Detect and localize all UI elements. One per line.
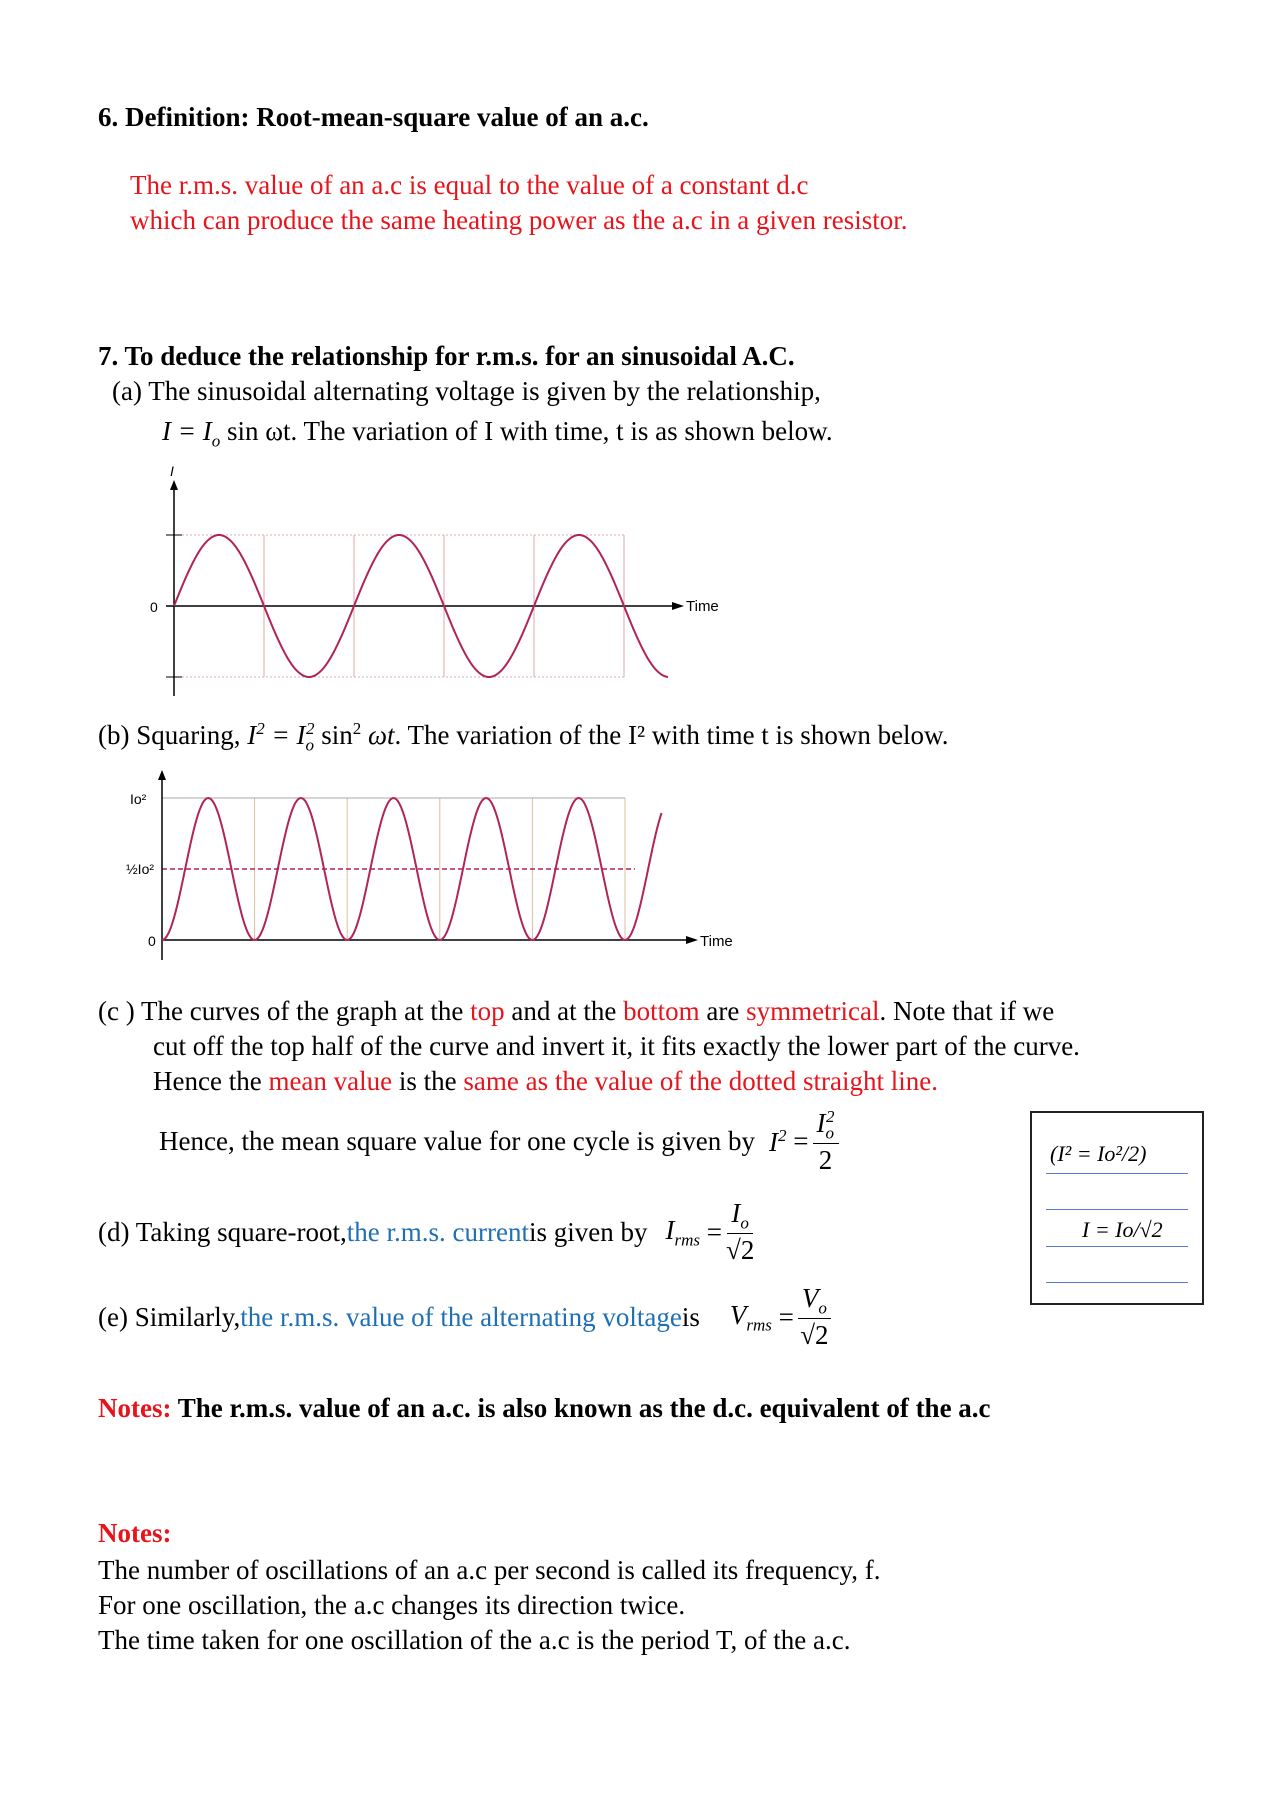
x-axis-arrow (686, 936, 698, 944)
formula: sin ωt (226, 416, 291, 446)
part-c-line3: Hence the mean value is the same as the value of the dotted straight line. (153, 1066, 938, 1096)
formula-sub: o (211, 431, 221, 451)
handwritten-note-box (1030, 1111, 1204, 1305)
mean-square-line: Hence, the mean square value for one cycle is given by $I^2$ = $\frac{I_o^2}{2}$ (159, 1108, 843, 1174)
part-e-line: (e) Similarly, the r.m.s. value of the alternating voltage is $V_{rms}$ = $\frac{V_o}{√2}$ (98, 1285, 835, 1349)
graph1-x-label: Time (686, 598, 719, 615)
notes-dc-equivalent: Notes: The r.m.s. value of an a.c. is also known as the d.c. equivalent of the a.c (98, 1393, 991, 1423)
graph2-x-label: Time (700, 933, 733, 950)
graph2-half-label: ½Io² (126, 861, 155, 877)
graph1-y-label: I (170, 463, 174, 479)
notes-line: The time taken for one oscillation of the a.c is the period T, of the a.c. (98, 1625, 851, 1655)
part-b-line: (b) Squaring, $I^2 = I_o^2$ $\sin^2 \omega t$. The variation of the I² with time t is shown below. (98, 719, 949, 755)
handwritten-formula: (I² = Io²/2) (1050, 1141, 1147, 1166)
part-a-text: (a) The sinusoidal alternating voltage is given by the relationship, (112, 376, 821, 406)
notes-line: For one oscillation, the a.c changes its direction twice. (98, 1590, 686, 1620)
part-b-prefix: (b) Squaring, (98, 720, 248, 750)
section6-heading: 6. Definition: Root-mean-square value of an a.c. (98, 102, 649, 132)
part-a-description: . The variation of I with time, t is as shown below. (290, 416, 833, 446)
part-d-line: (d) Taking square-root, the r.m.s. current is given by $I_{rms}$ = $\frac{I_o}{√2}$ (98, 1198, 755, 1266)
definition-line: The r.m.s. value of an a.c is equal to the value of a constant d.c (130, 170, 809, 200)
mean-square-text: Hence, the mean square value for one cycle is given by (159, 1125, 756, 1156)
handwritten-formula: I = Io/√2 (1082, 1217, 1163, 1242)
graph2-zero-label: 0 (148, 933, 156, 949)
notes-line: The number of oscillations of an a.c per second is called its frequency, f. (98, 1555, 881, 1585)
x-axis-arrow (672, 602, 684, 610)
graph1-zero-label: 0 (150, 599, 158, 615)
notes-label: Notes: (98, 1518, 172, 1548)
definition-line: which can produce the same heating power as the a.c in a given resistor. (130, 205, 908, 235)
part-c-line2: cut off the top half of the curve and invert it, it fits exactly the lower part of the curve. (153, 1031, 1080, 1061)
y-axis-arrow (170, 480, 178, 490)
part-c-line1: (c ) The curves of the graph at the top and at the bottom are symmetrical. Note that if we (98, 996, 1055, 1026)
y-axis-arrow (158, 770, 166, 780)
section7-heading: 7. To deduce the relationship for r.m.s. for an sinusoidal A.C. (98, 341, 795, 371)
part-b-description: . The variation of the I² with time t is shown below. (394, 720, 949, 750)
graph2-peak-label: Io² (130, 791, 147, 807)
formula: I = I (162, 416, 212, 446)
